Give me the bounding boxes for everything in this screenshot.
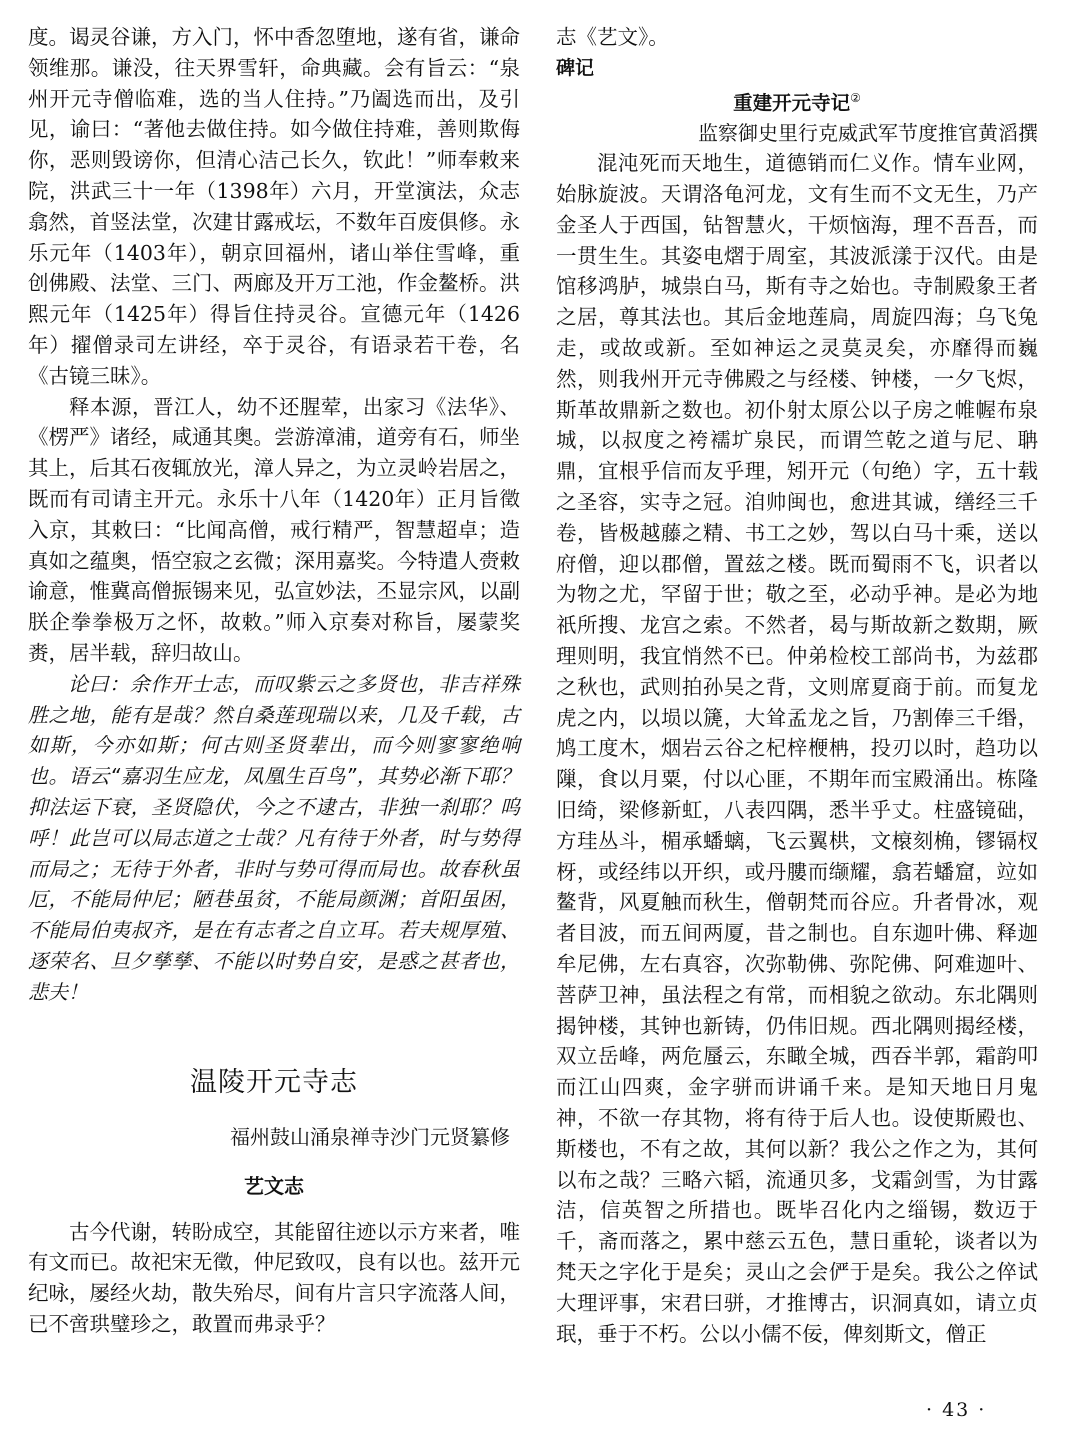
section-heading: 艺文志 <box>244 1173 304 1198</box>
biography-paragraph: 释本源，晋江人，幼不还腥荤，出家习《法华》、《楞严》诸经，咸通其奥。尝游漳浦，道旁有石，师坐其上，后其石夜辄放光，漳人异之，为立灵岭岩居之，既而有司请主开元。永乐十八年（1420年）正月旨徵入京，其敕曰：“比闻高僧，戒行精严，智慧超卓；造真如之蕴奥，悟空寂之玄微；深用嘉奖。今特遣人赍敕谕意，惟冀高僧振锡来见，弘宣妙法，丕显宗风，以副朕企拳拳极万之怀，故敕。”师入京奏对称旨，屡蒙奖赉，居半载，辞归故山。 <box>28 394 520 665</box>
right-column <box>556 22 1038 1349</box>
stele-body-text: 混沌死而天地生，道德销而仁义作。情车业网，始脉旋波。天谓洛龟河龙，文有生而不文无生，乃产金圣人于西国，钻智慧火，干烦恼海，理不吾吾，而一贯生生。其姿电熠于周室，其波派漾于汉代。由是馆移鸿胪，城祟白马，斯有寺之始也。寺制殿象王者之居，尊其法也。其后金地莲扃，周旋四海；乌飞兔走，或故或新。至如神运之灵莫灵矣，亦靡得而巍然，则我州开元寺佛殿之与经楼、钟楼，一夕飞烬，斯革故鼎新之数也。初仆射太原公以子房之帷幄布泉城，以叔度之袴襦圹泉民，而谓竺乾之道与尼、聃鼎，宜根乎信而友乎理，矧开元（句绝）字，五十载之圣容，实寺之冠。洎帅闽也，愈进其诚，缮经三千卷，皆极越藤之精、书工之妙，驾以白马十乘，送以府僧，迎以郡僧，置兹之楼。既而蜀雨不飞，识者以为物之尤，罕留于世；敬之至，必动乎神。是必为地祇所搜、龙宫之索。不然者，曷与斯故新之数期，厥理则明，我宜悄然不已。仲弟检校工部尚书，为兹郡之秋也，武则拍孙吴之背，文则席夏商于前。而复龙虎之内，以埙以篪，大耸孟龙之旨，乃割俸三千缗，鸠工度木，烟岩云谷之杞梓楩柟，投刃以时，趋功以隟，食以月粟，付以心匪，不期年而宝殿涌出。栋隆旧绮，梁修新虹，八表四隅，悉半乎丈。柱盛镜础，方珪丛斗，楣承蟠螭，飞云翼栱，文榱刻桷，镠镉杈枒，或经纬以开织，或丹膢而缬耀，翕若蟠窟，竝如鳌背，风夏触而秋生，僧朝梵而谷应。升者骨冰，观者目波，而五间两厦，昔之制也。自东迦叶佛、释迦牟尼佛，左右真容，次弥勒佛、弥陀佛、阿难迦叶、菩萨卫神，虽法程之有常，而相貌之欲动。东北隅则揭钟楼，其钟也新铸，仍伟旧规。西北隅则揭经楼，双立岳峰，两危蜃云，东瞰全城，西吞半郭，霜韵叩而江山四爽，金字骈而讲诵千来。是知天地日月鬼神，不欲一存其物，将有待于后人也。设使斯殿也、斯楼也，不有之故，其何以新？我公之作之为，其何以布之哉？三略六韬，流通贝多，戈霜剑雪，为甘露洁，信英智之所措也。既毕召化内之缁锡，数迈于千，斋而落之，累中慈云五色，慧日重轮，谈者以为梵天之字化于是矣；灵山之会俨于是矣。我公之倅试大理评事，宋君曰骈，才推博古，识洞真如，请立贞珉，垂于不朽。公以小儒不佞，俾刻斯文，僧正 <box>556 151 1038 1346</box>
stele-title <box>556 83 1038 119</box>
compiler-line: 福州鼓山涌泉禅寺沙门元贤纂修 <box>230 1124 510 1149</box>
author-line: 监察御史里行克威武军节度推官黄滔撰 <box>698 121 1038 146</box>
stele-title-text: 重建开元寺记 <box>733 91 851 115</box>
left-column <box>28 22 520 1340</box>
chapter-title: 温陵开元寺志 <box>190 1066 358 1098</box>
continuation-line: 志《艺文》。 <box>556 25 669 49</box>
subsection-heading: 碑记 <box>556 56 595 79</box>
page-number: · 43 · <box>926 1399 987 1421</box>
treatise-paragraph: 论曰：余作开士志，而叹紫云之多贤也，非吉祥殊胜之地，能有是哉？然自桑莲现瑞以来，几及千载，古如斯，今亦如斯；何古则圣贤辈出，而今则寥寥绝响也。语云“嘉羽生应龙，凤凰生百鸟”，其势必渐下耶？抑法运下衰，圣贤隐伏，今之不逮古，非独一刹耶？呜呼！此岂可以局志道之士哉？凡有待于外者，时与势得而局之；无待于外者，非时与势可得而局也。故春秋虽厄，不能局仲尼；陋巷虽贫，不能局颜渊；首阳虽困，不能局伯夷叔齐，是在有志者之自立耳。若夫规厚殖、逐荣名、旦夕孳孳、不能以时势自安，是惑之甚者也，悲夫！ <box>28 671 520 1004</box>
biography-paragraph: 度。谒灵谷谦，方入门，怀中香忽堕地，遂有省，谦命领维那。谦没，往天界雪轩，命典藏。会有旨云：“泉州开元寺僧临难，选的当人住持。”乃阖选而出，及引见，谕曰：“著他去做住持。如今做住持难，善则欺侮你，恶则毁谤你，但清心洁己长久，钦此！”师奉敕来院，洪武三十一年（1398年）六月，开堂演法，众志翕然，首竖法堂，次建甘露戒坛，不数年百废俱修。永乐元年（1403年），朝京回福州，诸山举住雪峰，重创佛殿、法堂、三门、两廊及开万工池，作金鳌桥。洪熙元年（1425年）得旨住持灵谷。宣德元年（1426年）擢僧录司左讲经，卒于灵谷，有语录若干卷，名《古镜三昧》。 <box>28 25 520 388</box>
footnote-marker: ② <box>850 90 861 105</box>
intro-paragraph: 古今代谢，转盼成空，其能留往迹以示方来者，唯有文而已。故祀宋无徵，仲尼致叹，良有以也。兹开元纪咏，屡经火劫，散失殆尽，间有片言只字流落人间，已不啻珙璧珍之，敢置而弗录乎？ <box>28 1219 520 1336</box>
